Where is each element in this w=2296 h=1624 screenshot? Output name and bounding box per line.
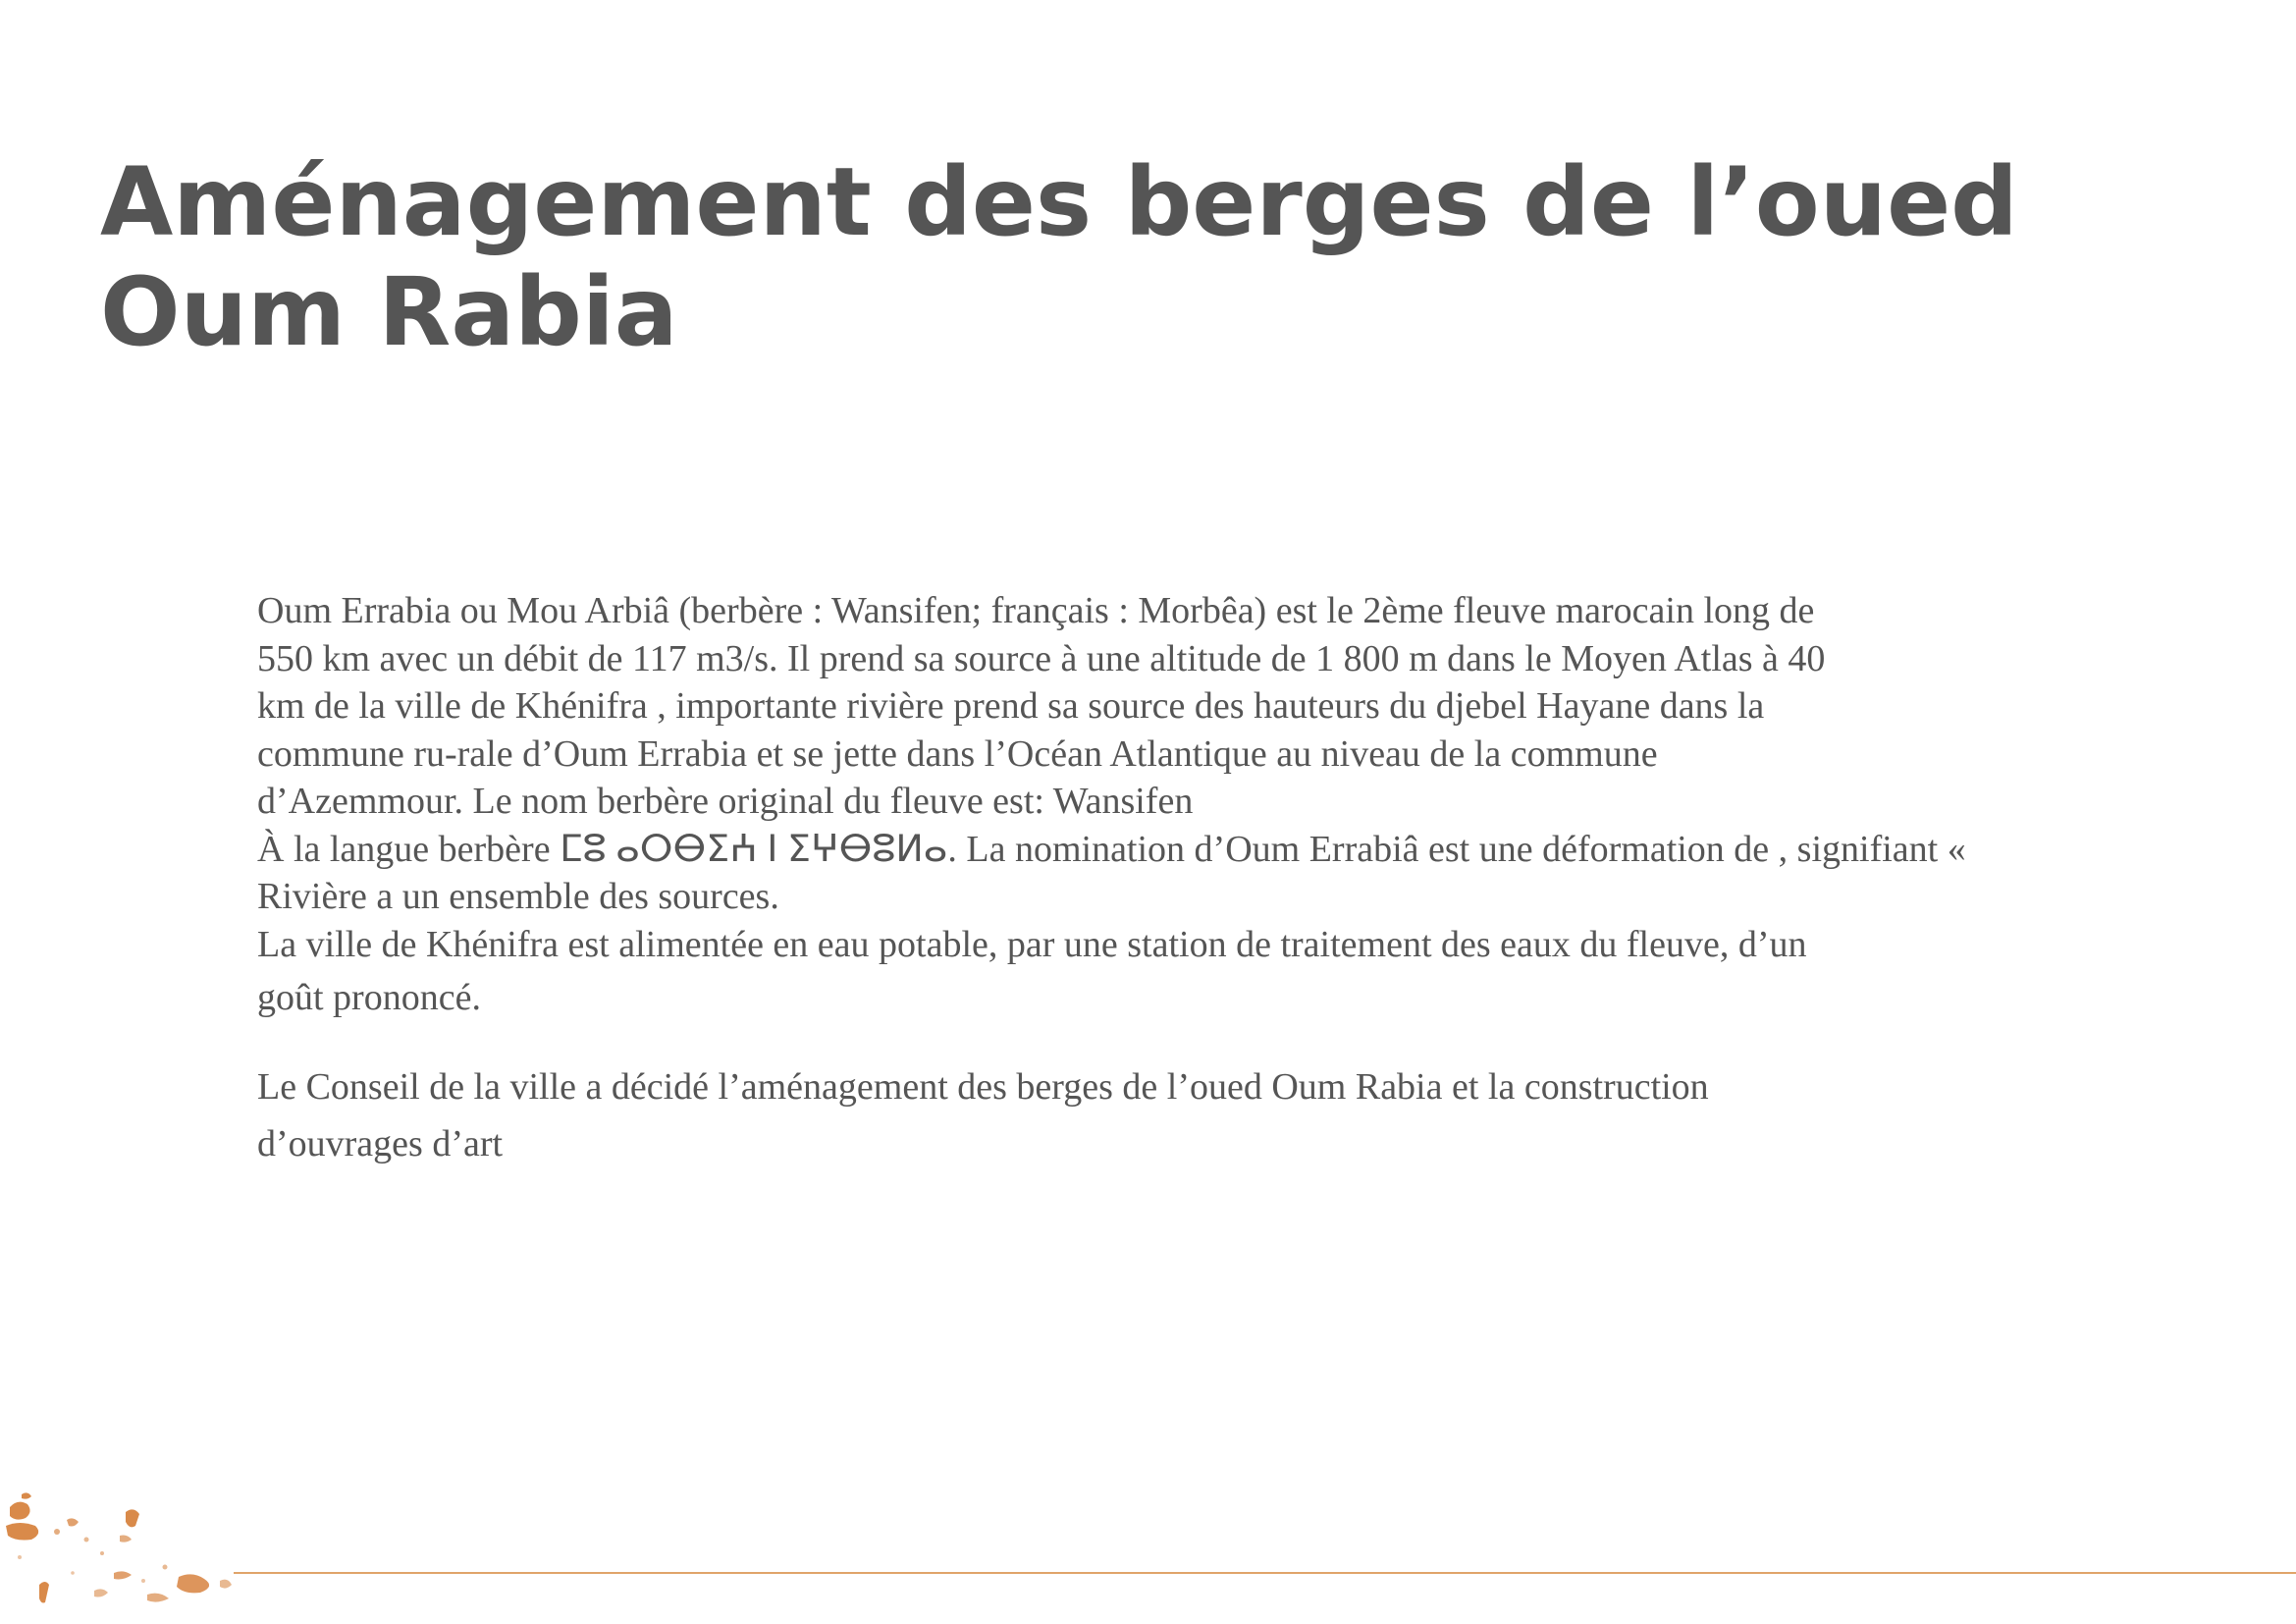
text-line: Le Conseil de la ville a décidé l’aménagement des berges de l’oued Oum Rabia et la construction	[257, 1066, 1709, 1108]
page-title	[100, 147, 2162, 367]
title-line-1: Aménagement des berges de l’oued	[100, 147, 2018, 257]
text-line: À la langue berbère ⵎⵓ ⴰⵔⴱⵉⵄ ⵏ ⵉⵖⴱⵓⵍⴰ. La nomination d’Oum Errabiâ est une déformation de , signifiant «	[257, 828, 1966, 870]
paragraph-2	[257, 1058, 2024, 1172]
text-line: commune ru-rale d’Oum Errabia et se jette dans l’Océan Atlantique au niveau de la commune	[257, 732, 1658, 775]
footer-divider	[234, 1572, 2296, 1574]
splash-logo-icon	[0, 1483, 236, 1624]
text-line: d’Azemmour. Le nom berbère original du fleuve est: Wansifen	[257, 781, 1194, 822]
title-line-2: Oum Rabia	[100, 257, 678, 367]
paragraph-1	[257, 587, 2024, 1027]
text-line: goût prononcé.	[257, 977, 481, 1018]
text-line: d’ouvrages d’art	[257, 1123, 504, 1164]
text-line: La ville de Khénifra est alimentée en eau potable, par une station de traitement des eaux du fleuve, d’un	[257, 923, 1807, 965]
text-line: Oum Errabia ou Mou Arbiâ (berbère : Wansifen; français : Morbêa) est le 2ème fleuve marocain long de	[257, 590, 1815, 631]
text-line: km de la ville de Khénifra , importante rivière prend sa source des hauteurs du djebel Hayane dans la	[257, 685, 1765, 727]
text-line: Rivière a un ensemble des sources.	[257, 876, 779, 917]
text-line: 550 km avec un débit de 117 m3/s. Il prend sa source à une altitude de 1 800 m dans le Moyen Atlas à 40	[257, 637, 1826, 679]
body-text	[257, 587, 2024, 1172]
